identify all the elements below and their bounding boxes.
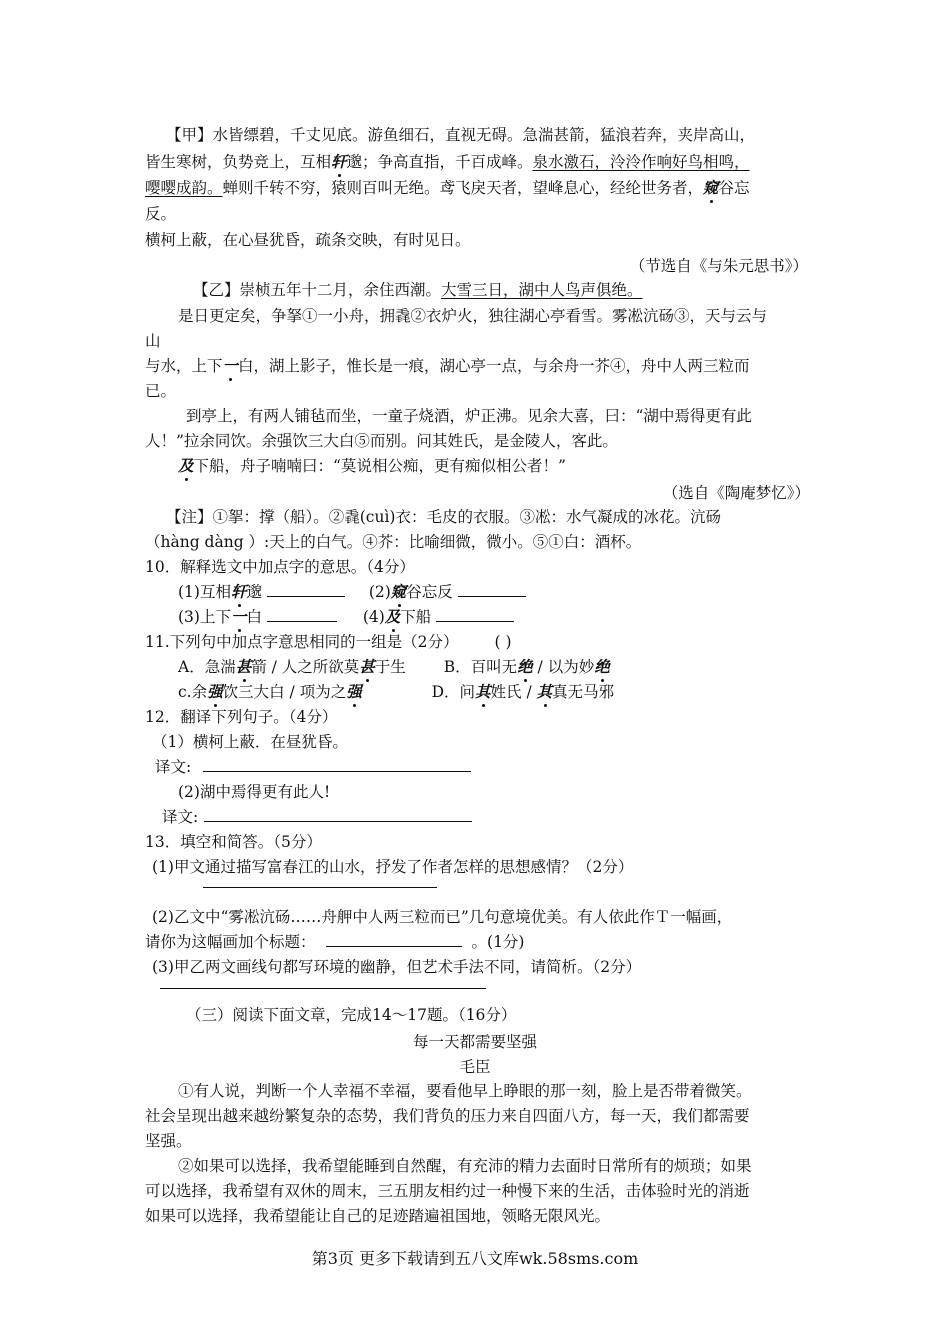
yi-source: （选自《陶庵梦忆》） — [662, 484, 810, 502]
answer-paren[interactable]: ( ) — [494, 633, 512, 651]
article-title: 每一天都需要坚强 — [412, 1033, 537, 1051]
jia-line-4: 反。 — [145, 205, 177, 223]
q13-title: 13．填空和简答。（5分） — [145, 833, 322, 851]
q11-title: 11.下列句中加点字意思相同的一组是（2分） ( ) — [145, 633, 512, 651]
yi-line-8: 及下船，舟子喃喃曰：“莫说相公痴，更有痴似相公者！” — [178, 456, 566, 475]
yi-line-5: 已。 — [145, 382, 177, 400]
article-p1-line-1: ①有人说，判断一个人幸福不幸福，要看他早上睁眼的那一刻，脸上是否带着微笑。 — [178, 1082, 752, 1100]
answer-blank[interactable] — [267, 581, 345, 597]
option-a[interactable]: A．急湍甚箭 / 人之所欲莫甚于生 — [178, 657, 406, 676]
section3-intro: （三）阅读下面文章，完成14～17题。（16分） — [186, 1006, 517, 1024]
q12-title: 12．翻译下列句子。（4分） — [145, 708, 338, 726]
q10-row-2: (3)上下一白 (4)及下船 — [178, 606, 514, 628]
article-author: 毛臣 — [459, 1058, 491, 1076]
article-p2-line-3: 如果可以选择，我希望能让自己的足迹踏遍祖国地，领略无限风光。 — [145, 1207, 611, 1225]
q13-sub-1: (1)甲文通过描写富春江的山水，抒发了作者怎样的思想感情？（2分） — [152, 858, 634, 876]
dotted-char: 及 — [384, 607, 401, 626]
jia-line-5: 横柯上蔽，在心昼犹昏，疏条交映，有时见日。 — [145, 231, 471, 249]
option-c[interactable]: c.余强饮三大白 / 项为之强 — [178, 682, 362, 701]
dotted-char: 一 — [222, 356, 239, 375]
dotted-char: 轩 — [331, 152, 347, 171]
article-p2-line-2: 可以选择，我希望有双休的周末，三五朋友相约过一种慢下来的生活，击体验时光的消逝 — [145, 1182, 750, 1200]
jia-source: （节选自《与朱元思书》） — [629, 257, 808, 275]
q12-sentence-1: （1）横柯上蔽．在昼犹昏。 — [152, 733, 348, 751]
q12-sentence-2: (2)湖中焉得更有此人! — [178, 783, 331, 801]
option-b[interactable]: B．百叫无绝 / 以为妙绝 — [443, 657, 610, 676]
q11-options-ab — [178, 656, 610, 678]
q12-translation-2: 译文: — [162, 806, 472, 828]
yi-line-1: 【乙】崇桢五年十二月，余住西潮。大雪三日，湖中人鸟声俱绝。 — [193, 281, 643, 299]
article-p1-line-3: 坚强。 — [145, 1132, 192, 1150]
yi-line-7: 人！”拉余同饮。余强饮三大白⑤而别。问其姓氏，是金陵人，客此。 — [145, 432, 618, 450]
title-blank[interactable] — [326, 931, 462, 947]
answer-blank[interactable] — [436, 606, 514, 622]
q11-options-cd — [178, 681, 614, 703]
answer-blank[interactable] — [458, 581, 526, 597]
answer-line[interactable] — [203, 887, 437, 888]
q12-translation-1: 译文: — [155, 756, 471, 778]
note-line-1: 【注】①挐：撑（船）。②毳(cuì)衣：毛皮的衣服。③凇：水气凝成的冰花。沆砀 — [166, 508, 721, 526]
dotted-char: 窥 — [703, 178, 719, 197]
underlined-sentence: 泉水激石，泠泠作响好鸟相鸣， — [532, 153, 750, 171]
q10-title: 10．解释选文中加点字的意思。（4分） — [145, 558, 415, 576]
jia-line-1: 【甲】水皆缥碧，千丈见底。游鱼细石，直视无碍。急湍甚箭，猛浪若奔，夹岸高山， — [166, 126, 756, 144]
q13-sub-3: (3)甲乙两文画线句都写环境的幽静，但艺术手法不同，请简析。（2分） — [152, 958, 642, 976]
translation-blank[interactable] — [203, 756, 471, 772]
yi-line-2: 是日更定矣，争拏①一小舟，拥毳②衣炉火，独往湖心亭看雪。雾凇沆砀③，天与云与 — [178, 307, 768, 325]
page-footer: 第3页 更多下载请到五八文库wk.58sms.com — [311, 1249, 639, 1268]
dotted-char: 轩 — [230, 582, 247, 601]
answer-blank[interactable] — [267, 606, 337, 622]
article-p1-line-2: 社会呈现出越来越纷繁复杂的态势，我们背负的压力来自四面八方，每一天，我们都需要 — [145, 1107, 750, 1125]
q13-sub-2b: 请你为这幅画加个标题： 。(1分) — [145, 933, 525, 951]
dotted-char: 窥 — [390, 582, 407, 601]
yi-line-6: 到亭上，有两人铺毡而坐，一童子烧酒，炉正沸。见余大喜，曰：“湖中焉得更有此 — [186, 407, 752, 425]
yi-line-4: 与水，上下一白，湖上影子，惟长是一痕，湖心亭一点，与余舟一芥④，舟中人两三粒而 — [145, 356, 750, 375]
yi-line-3: 山 — [145, 332, 161, 350]
translation-blank[interactable] — [204, 806, 472, 822]
dotted-char: 及 — [178, 456, 194, 475]
q10-row-1: (1)互相轩邈 (2)窥谷忘反 — [178, 581, 526, 603]
q13-sub-2a: (2)乙文中“雾凇沆砀……舟舺中人两三粒而已”几句意境优美。有人依此作Ｔ一幅画， — [152, 908, 733, 926]
dotted-char: 一 — [230, 607, 247, 626]
underlined-sentence: 大雪三日，湖中人鸟声俱绝。 — [441, 281, 643, 299]
jia-line-2: 皆生寒树，负势竞上，互相轩邈；争高直指，千百成峰。泉水激石，泠泠作响好鸟相鸣， — [145, 152, 750, 171]
article-p2-line-1: ②如果可以选择，我希望能睡到自然醒，有充沛的精力去面时日常所有的烦琐；如果 — [178, 1157, 752, 1175]
answer-line[interactable] — [160, 988, 486, 989]
note-line-2: （hàng dàng ）:天上的白气。④芥：比喻细微，微小。⑤①白：酒杯。 — [145, 533, 642, 551]
option-d[interactable]: D．问其姓氏 / 其真无马邪 — [431, 682, 615, 701]
jia-line-3: 嘤嘤成韵。蝉则千转不穷，猿则百叫无绝。鸢飞戾天者，望峰息心，经纶世务者，窥谷忘 — [145, 178, 750, 197]
